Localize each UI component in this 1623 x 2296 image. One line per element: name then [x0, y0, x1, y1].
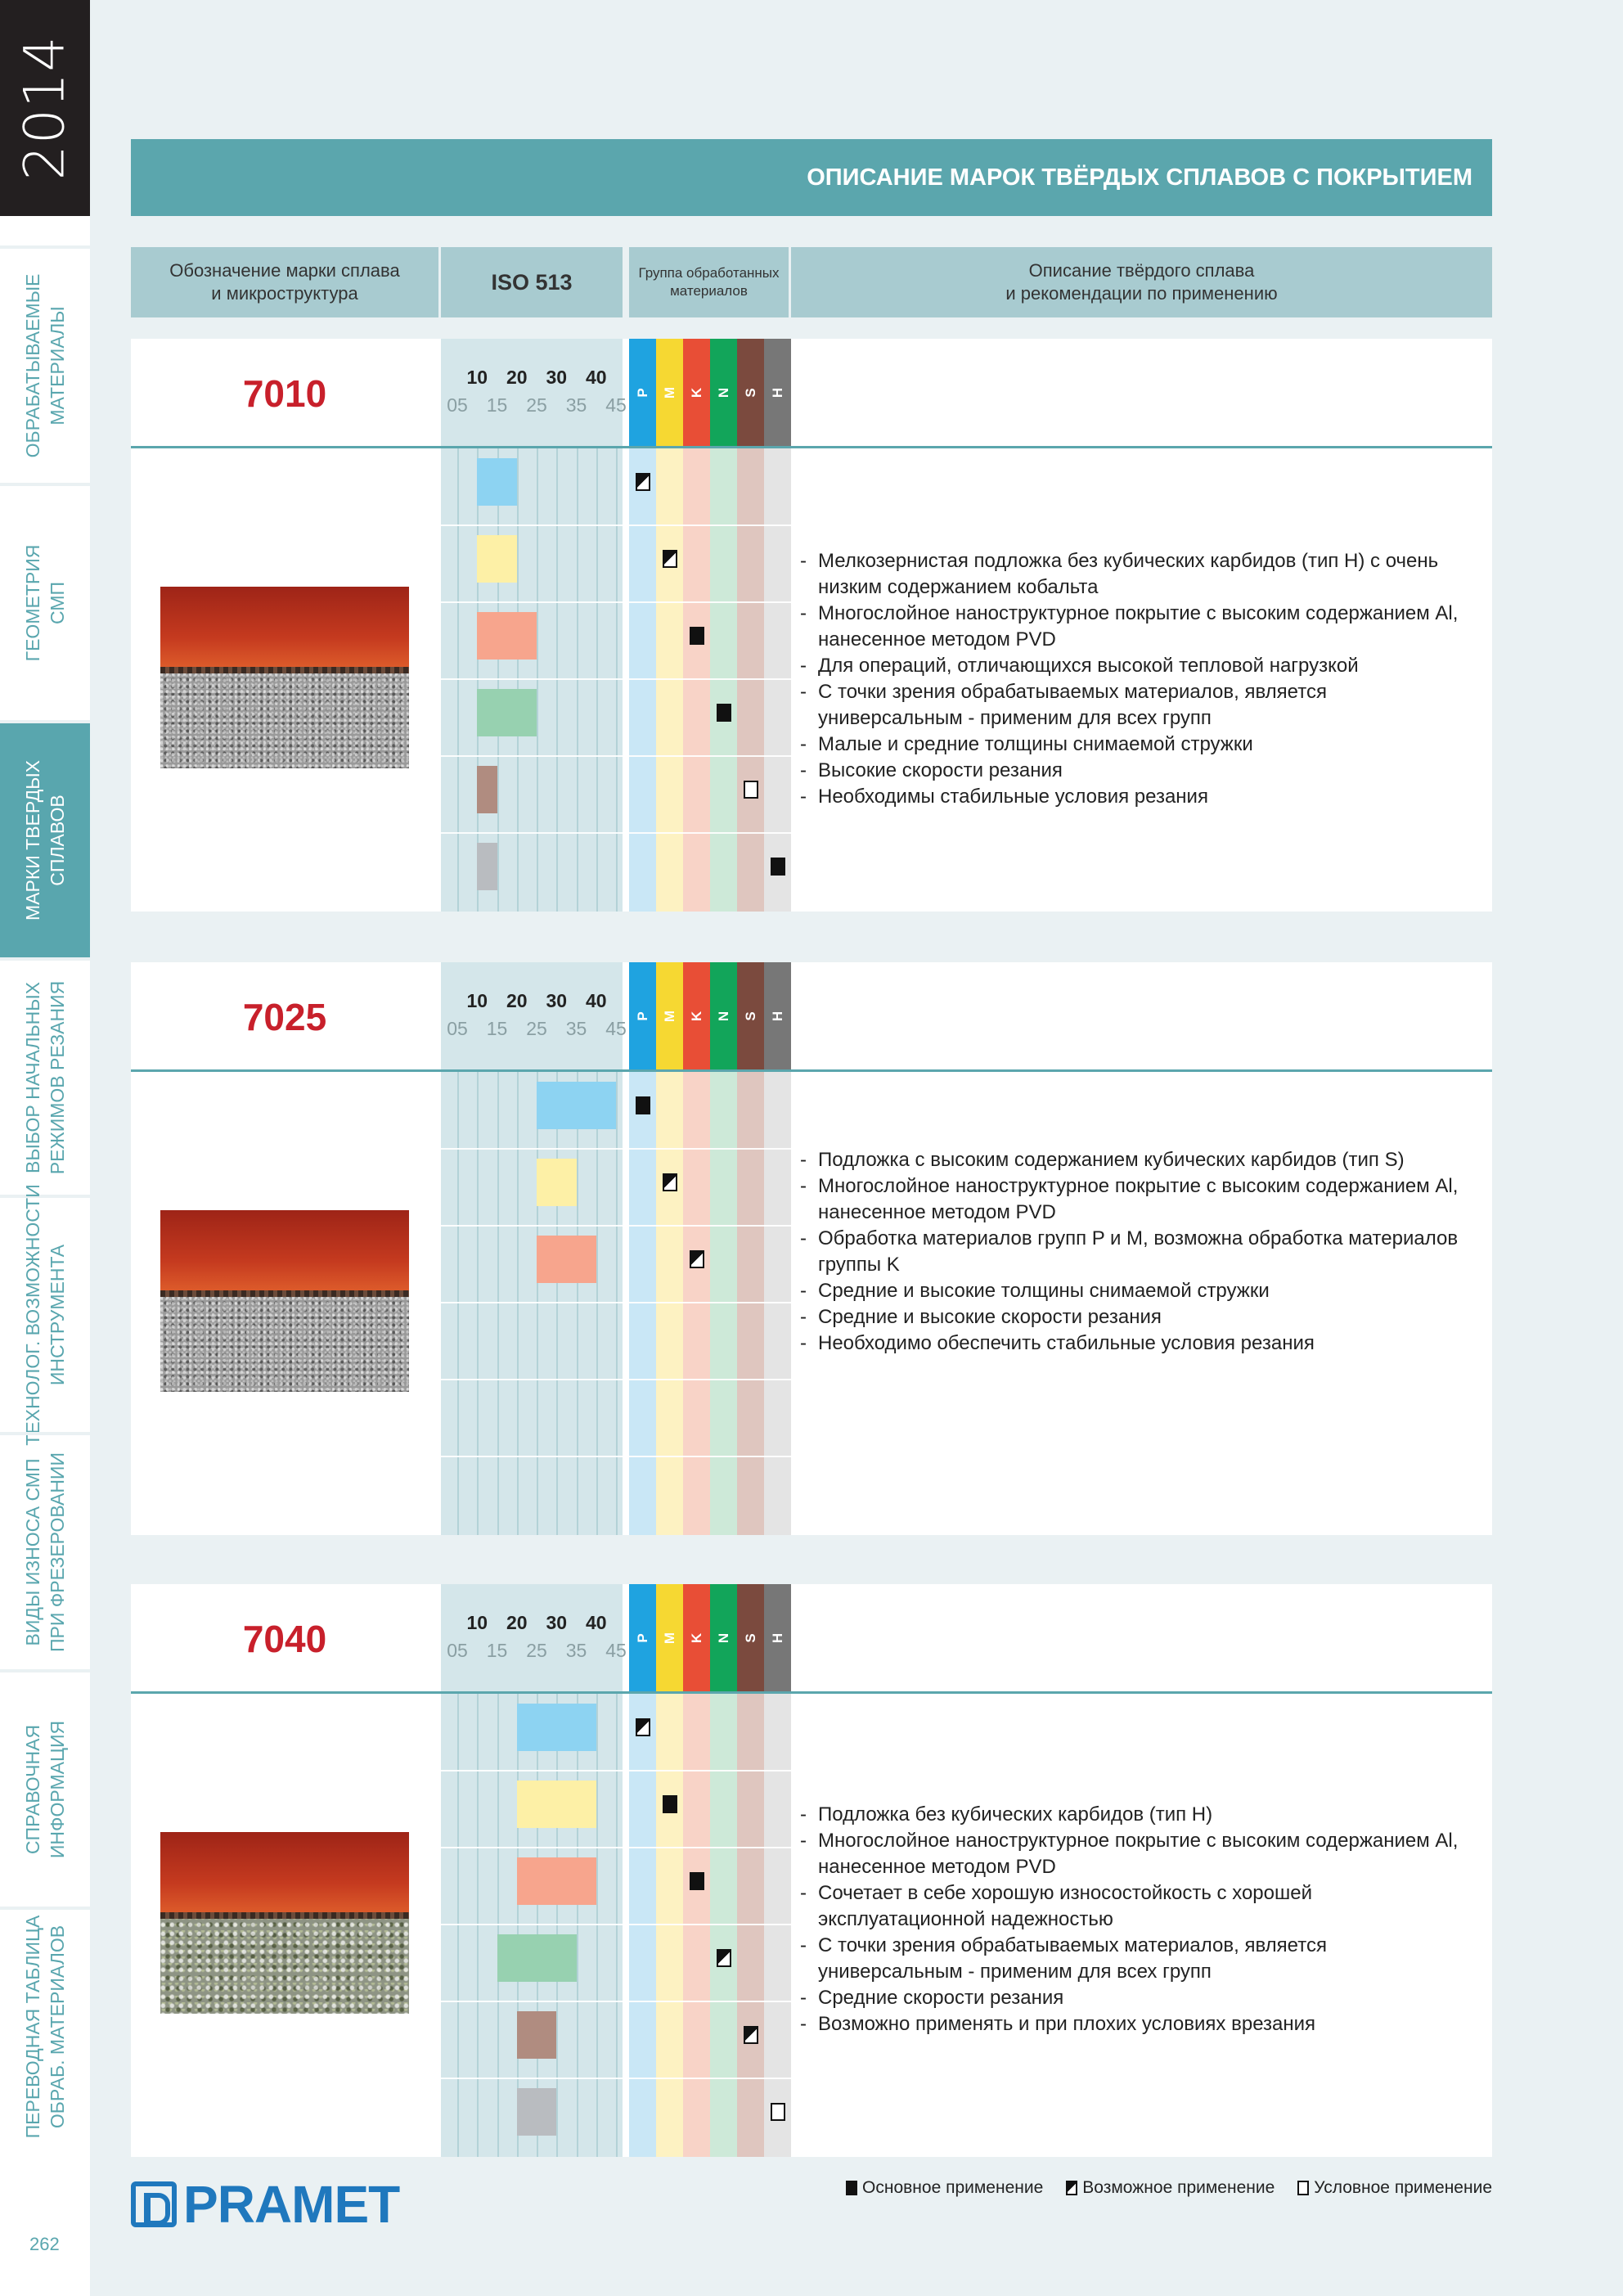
group-body	[629, 1694, 656, 2157]
group-letter: P	[634, 388, 650, 398]
full-mark-icon	[771, 858, 785, 876]
row-divider	[441, 1456, 791, 1457]
coating-layer	[160, 1210, 409, 1295]
row-divider	[441, 601, 791, 603]
grade-section-7025	[131, 962, 1492, 1535]
description-item: - Средние и высокие скорости резания	[800, 1304, 1471, 1330]
group-letter: H	[769, 1011, 785, 1022]
grade-name: 7025	[242, 996, 327, 1038]
iso-scale-bottom-label: 35	[565, 1640, 587, 1661]
iso-scale-bottom-label: 15	[486, 1018, 508, 1039]
iso-bar-s	[477, 766, 497, 813]
iso-scale-bottom-label: 25	[526, 1018, 547, 1039]
group-body	[710, 1694, 737, 2157]
group-letter: M	[661, 1632, 677, 1645]
group-header-p	[629, 339, 656, 447]
half-mark-icon	[636, 1718, 650, 1736]
sidebar-tab-label: ПЕРЕВОДНАЯ ТАБЛИЦА ОБРАБ. МАТЕРИАЛОВ	[22, 1915, 68, 2139]
iso-scale-top-label: 30	[546, 367, 568, 388]
sidebar-tab-label: СПРАВОЧНАЯ ИНФОРМАЦИЯ	[22, 1720, 68, 1859]
group-body	[737, 1694, 764, 2157]
sidebar-tab-6[interactable]	[0, 1432, 90, 1669]
group-letter: S	[742, 388, 758, 398]
iso-scale-top-label: 20	[506, 1612, 528, 1633]
group-header-h	[764, 1584, 791, 1692]
iso-scale-top-label: 20	[506, 990, 528, 1011]
sidebar-tab-5[interactable]	[0, 1184, 90, 1446]
sidebar-tab-label: ОБРАБАТЫВАЕМЫЕ МАТЕРИАЛЫ	[22, 273, 68, 458]
row-divider	[441, 678, 791, 680]
group-header-n	[710, 339, 737, 447]
header-desc-label: Описание твёрдого сплава и рекомендации по применению	[1005, 260, 1278, 304]
sidebar-tab-1[interactable]	[0, 245, 90, 483]
logo-icon	[131, 2181, 177, 2227]
iso-bar-k	[477, 612, 537, 660]
group-header-s	[737, 962, 764, 1070]
empty-mark-icon	[744, 781, 758, 799]
iso-scale-bottom-label: 05	[447, 394, 468, 416]
pramet-logo	[131, 2175, 400, 2234]
sidebar-tab-label: ГЕОМЕТРИЯ СМП	[22, 544, 68, 662]
full-mark-icon	[690, 627, 704, 645]
sidebar-tab-label: МАРКИ ТВЕРДЫХ СПЛАВОВ	[22, 760, 68, 921]
iso-bar-m	[517, 1781, 596, 1828]
group-column-k	[683, 962, 710, 1535]
row-divider	[441, 1148, 791, 1150]
group-letter: H	[769, 1632, 785, 1644]
description-item: - Средние и высокие толщины снимаемой стружки	[800, 1278, 1471, 1304]
half-mark-icon	[663, 1173, 677, 1191]
group-letter: P	[634, 1011, 650, 1021]
full-mark-icon	[690, 1872, 704, 1890]
group-letter: M	[661, 1010, 677, 1023]
iso-bar-k	[537, 1236, 596, 1283]
legend-empty	[1297, 2178, 1492, 2198]
group-column-h	[764, 1584, 791, 2157]
iso-scale-top-label: 40	[585, 367, 607, 388]
description-item: - Средние скорости резания	[800, 1985, 1471, 2011]
full-mark-icon	[636, 1096, 650, 1114]
description-item: - Сочетает в себе хорошую износостойкость с хорошей эксплуатационной надежностью	[800, 1880, 1471, 1933]
sidebar-tab-8[interactable]	[0, 1907, 90, 2144]
half-mark-icon	[636, 473, 650, 491]
group-body	[656, 1072, 683, 1535]
sidebar-tab-label: ВЫБОР НАЧАЛЬНЫХ РЕЖИМОВ РЕЗАНИЯ	[22, 980, 68, 1175]
group-header-s	[737, 1584, 764, 1692]
description-item: - Малые и средние толщины снимаемой стружки	[800, 732, 1471, 758]
header-group-label: Группа обработанных материалов	[638, 265, 780, 299]
group-body	[683, 1072, 710, 1535]
group-letter: K	[688, 387, 704, 398]
coating-edge	[160, 1290, 409, 1297]
grade-section-7010	[131, 339, 1492, 912]
iso-bar-n	[477, 689, 537, 736]
microstructure-image	[160, 1832, 409, 2014]
group-column-h	[764, 339, 791, 912]
grade-name: 7040	[242, 1618, 327, 1660]
group-header-k	[683, 339, 710, 447]
group-header-s	[737, 339, 764, 447]
group-body	[629, 448, 656, 912]
description-item: - Многослойное наноструктурное покрытие с высоким содержанием Al, нанесенное методом PVD	[800, 1828, 1471, 1880]
page-title: ОПИСАНИЕ МАРОК ТВЁРДЫХ СПЛАВОВ С ПОКРЫТИЕМ	[131, 139, 1492, 216]
header-grade-column	[131, 247, 438, 317]
iso-column	[441, 339, 627, 912]
group-column-m	[656, 339, 683, 912]
grade-description	[800, 1147, 1471, 1357]
iso-scale-top-label: 30	[546, 1612, 568, 1633]
coating-edge	[160, 667, 409, 673]
row-divider	[441, 1924, 791, 1925]
description-item: - Высокие скорости резания	[800, 758, 1471, 784]
row-divider	[441, 1302, 791, 1303]
iso-scale-top-label: 10	[466, 367, 488, 388]
header-grade-label: Обозначение марки сплава и микроструктура	[169, 260, 400, 304]
iso-bar-m	[477, 535, 517, 583]
half-mark-icon	[1066, 2181, 1077, 2195]
group-letter: K	[688, 1632, 704, 1644]
description-item: - С точки зрения обрабатываемых материалов, является универсальным - применим для всех групп	[800, 679, 1471, 732]
group-letter: H	[769, 387, 785, 398]
iso-scale-top-label: 30	[546, 990, 568, 1011]
row-divider	[441, 1225, 791, 1227]
legend-half-label: Возможное применение	[1082, 2178, 1275, 2197]
sidebar-tab-label: ВИДЫ ИЗНОСА СМП ПРИ ФРЕЗЕРОВАНИИ	[22, 1452, 68, 1653]
group-header-p	[629, 1584, 656, 1692]
group-header-m	[656, 1584, 683, 1692]
iso-bar-k	[517, 1857, 596, 1905]
coating-layer	[160, 1832, 409, 1917]
iso-column	[441, 962, 627, 1535]
legend-full	[846, 2178, 1043, 2198]
group-body	[764, 448, 791, 912]
group-body	[656, 448, 683, 912]
group-body	[737, 448, 764, 912]
year-label: 2014	[12, 35, 78, 181]
group-header-h	[764, 962, 791, 1070]
group-header-m	[656, 339, 683, 447]
group-letter: S	[742, 1633, 758, 1643]
legend-full-label: Основное применение	[862, 2178, 1044, 2197]
row-divider	[441, 1379, 791, 1380]
iso-scale-bottom-label: 45	[605, 1018, 627, 1039]
description-item: - Многослойное наноструктурное покрытие с высоким содержанием Al, нанесенное методом PVD	[800, 601, 1471, 653]
row-divider	[441, 2001, 791, 2002]
group-column-k	[683, 339, 710, 912]
group-header-p	[629, 962, 656, 1070]
group-body	[629, 1072, 656, 1535]
header-separator	[131, 1069, 1492, 1072]
iso-scale-top-label: 20	[506, 367, 528, 388]
half-mark-icon	[744, 2026, 758, 2044]
iso-bar-p	[517, 1704, 596, 1751]
row-divider	[441, 1770, 791, 1772]
group-column-m	[656, 962, 683, 1535]
group-column-p	[629, 1584, 656, 2157]
description-item: - Обработка материалов групп P и M, возможна обработка материалов группы K	[800, 1226, 1471, 1278]
microstructure-image	[160, 1210, 409, 1392]
half-mark-icon	[663, 550, 677, 568]
group-letter: P	[634, 1633, 650, 1643]
microstructure-image	[160, 587, 409, 768]
group-header-k	[683, 1584, 710, 1692]
coating-edge	[160, 1912, 409, 1919]
grade-name: 7010	[242, 372, 327, 415]
group-body	[764, 1072, 791, 1535]
full-mark-icon	[717, 704, 731, 722]
group-body	[764, 1694, 791, 2157]
group-body	[683, 1694, 710, 2157]
legend-empty-label: Условное применение	[1314, 2178, 1492, 2197]
group-header-m	[656, 962, 683, 1070]
iso-scale-bottom-label: 35	[565, 394, 587, 416]
description-item: - Мелкозернистая подложка без кубических карбидов (тип H) с очень низким содержанием кобальта	[800, 548, 1471, 601]
iso-scale-bottom-label: 45	[605, 394, 627, 416]
header-group-column	[629, 247, 789, 317]
group-column-n	[710, 1584, 737, 2157]
group-column-m	[656, 1584, 683, 2157]
year-box	[0, 0, 90, 216]
logo-text: PRAMET	[183, 2175, 400, 2234]
group-column-s	[737, 1584, 764, 2157]
group-header-n	[710, 1584, 737, 1692]
group-letter: K	[688, 1011, 704, 1022]
description-item: - Подложка без кубических карбидов (тип H)	[800, 1802, 1471, 1828]
iso-scale-bottom-label: 35	[565, 1018, 587, 1039]
group-letter: N	[715, 387, 731, 398]
iso-scale-bottom-label: 05	[447, 1640, 468, 1661]
sidebar-tab-4[interactable]	[0, 957, 90, 1195]
group-letter: M	[661, 386, 677, 399]
group-column-n	[710, 339, 737, 912]
empty-mark-icon	[1297, 2181, 1309, 2195]
group-letter: N	[715, 1011, 731, 1022]
group-body	[710, 1072, 737, 1535]
iso-bar-m	[537, 1159, 577, 1206]
iso-scale-top-label: 10	[466, 1612, 488, 1633]
group-column-p	[629, 339, 656, 912]
group-body	[656, 1694, 683, 2157]
group-column-h	[764, 962, 791, 1535]
iso-scale-bottom-label: 45	[605, 1640, 627, 1661]
iso-scale-top-label: 40	[585, 990, 607, 1011]
group-body	[737, 1072, 764, 1535]
iso-bar-p	[477, 458, 517, 506]
group-header-k	[683, 962, 710, 1070]
empty-mark-icon	[771, 2103, 785, 2121]
group-column-s	[737, 962, 764, 1535]
group-body	[683, 448, 710, 912]
row-divider	[441, 755, 791, 757]
description-item: - С точки зрения обрабатываемых материалов, является универсальным - применим для всех групп	[800, 1933, 1471, 1985]
iso-scale-bottom-label: 15	[486, 394, 508, 416]
description-item: - Подложка с высоким содержанием кубических карбидов (тип S)	[800, 1147, 1471, 1173]
sidebar-tab-2[interactable]	[0, 483, 90, 720]
row-divider	[441, 1847, 791, 1848]
group-header-h	[764, 339, 791, 447]
group-letter: S	[742, 1011, 758, 1021]
description-item: - Многослойное наноструктурное покрытие с высоким содержанием Al, нанесенное методом PVD	[800, 1173, 1471, 1226]
grade-description	[800, 1802, 1471, 2037]
coating-layer	[160, 587, 409, 672]
iso-bar-s	[517, 2011, 557, 2059]
header-iso-column: ISO 513	[441, 247, 623, 317]
description-item: - Возможно применять и при плохих условиях врезания	[800, 2011, 1471, 2037]
sidebar-tab-label: ТЕХНОЛОГ. ВОЗМОЖНОСТИ ИНСТРУМЕНТА	[22, 1184, 68, 1446]
row-divider	[441, 2078, 791, 2079]
description-item: - Необходимы стабильные условия резания	[800, 784, 1471, 810]
iso-bar-h	[477, 843, 497, 890]
half-mark-icon	[690, 1250, 704, 1268]
half-mark-icon	[717, 1949, 731, 1967]
description-item: - Для операций, отличающихся высокой тепловой нагрузкой	[800, 653, 1471, 679]
iso-scale-top-label: 40	[585, 1612, 607, 1633]
group-body	[710, 448, 737, 912]
iso-bar-p	[537, 1082, 616, 1129]
legend	[846, 2178, 1492, 2198]
group-column-p	[629, 962, 656, 1535]
page-number: 262	[29, 2234, 60, 2254]
iso-bar-n	[497, 1934, 577, 1982]
iso-scale-bottom-label: 25	[526, 394, 547, 416]
group-column-s	[737, 339, 764, 912]
grade-description	[800, 548, 1471, 810]
iso-scale-top-label: 10	[466, 990, 488, 1011]
full-mark-icon	[663, 1795, 677, 1813]
iso-scale-bottom-label: 15	[486, 1640, 508, 1661]
iso-scale-bottom-label: 25	[526, 1640, 547, 1661]
header-separator	[131, 1691, 1492, 1694]
iso-bar-h	[517, 2088, 557, 2136]
description-item: - Необходимо обеспечить стабильные условия резания	[800, 1330, 1471, 1357]
row-divider	[441, 832, 791, 834]
full-mark-icon	[846, 2181, 857, 2195]
group-column-n	[710, 962, 737, 1535]
group-header-n	[710, 962, 737, 1070]
header-desc-column	[791, 247, 1492, 317]
sidebar	[0, 0, 90, 2296]
group-column-k	[683, 1584, 710, 2157]
header-separator	[131, 446, 1492, 448]
sidebar-tab-3[interactable]	[0, 720, 90, 957]
grade-section-7040	[131, 1584, 1492, 2157]
sidebar-tab-7[interactable]	[0, 1669, 90, 1907]
group-letter: N	[715, 1632, 731, 1644]
legend-half	[1066, 2178, 1275, 2198]
iso-column	[441, 1584, 627, 2157]
row-divider	[441, 524, 791, 526]
iso-scale-bottom-label: 05	[447, 1018, 468, 1039]
